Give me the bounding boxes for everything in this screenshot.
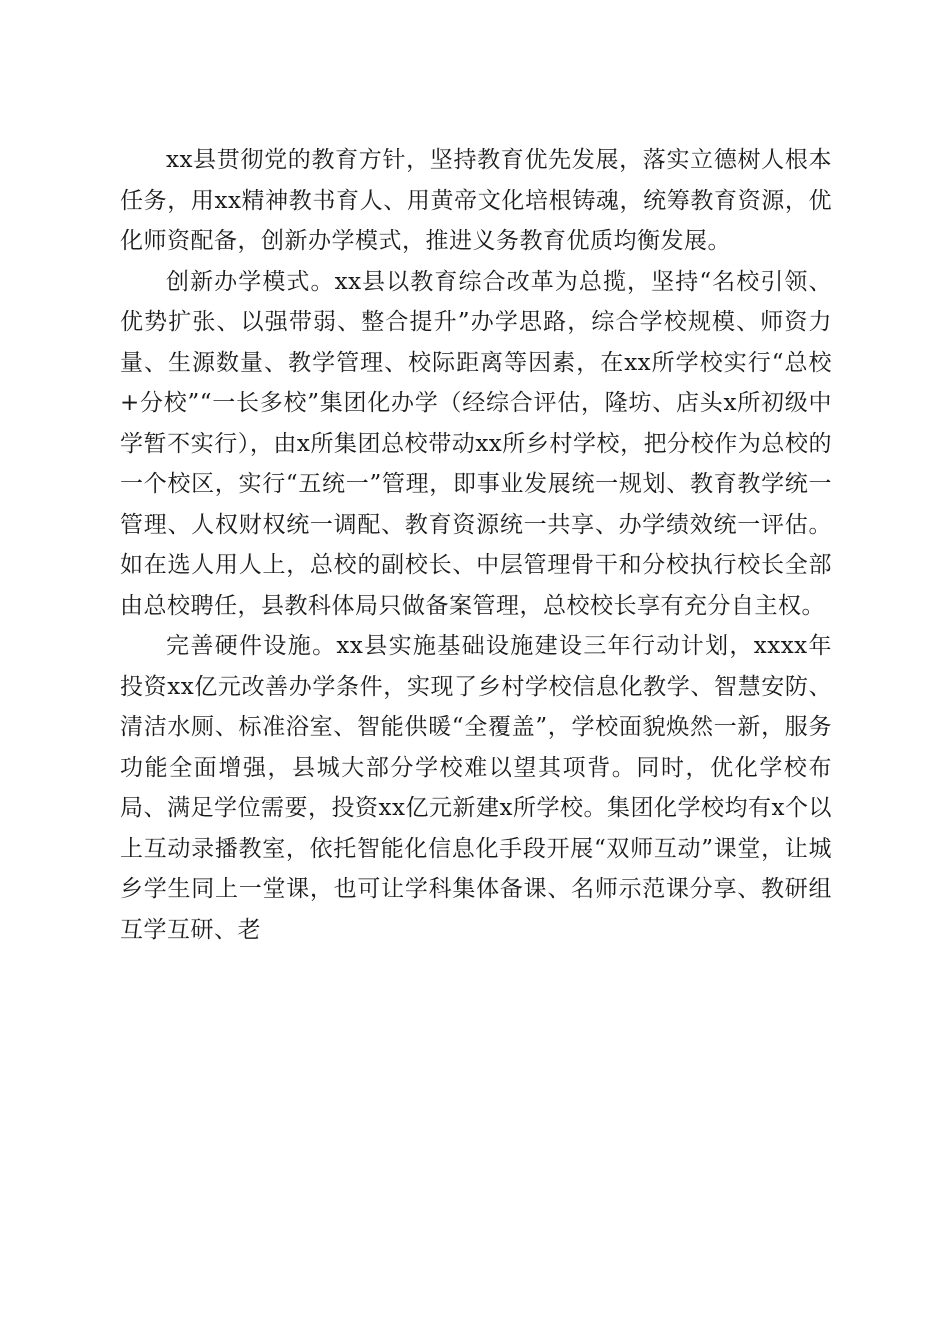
document-body: [120, 140, 832, 950]
paragraph-facilities: 完善硬件设施。xx县实施基础设施建设三年行动计划，xxxx年投资xx亿元改善办学条件，实现了乡村学校信息化教学、智慧安防、清洁水厕、标准浴室、智能供暖“全覆盖”，学校面貌焕然一新，服务功能全面增强，县城大部分学校难以望其项背。同时，优化学校布局、满足学位需要，投资xx亿元新建x所学校。集团化学校均有x个以上互动录播教室，依托智能化信息化手段开展“双师互动”课堂，让城乡学生同上一堂课，也可让学科集体备课、名师示范课分享、教研组互学互研、老: [120, 633, 832, 943]
paragraph-intro: xx县贯彻党的教育方针，坚持教育优先发展，落实立德树人根本任务，用xx精神教书育人、用黄帝文化培根铸魂，统筹教育资源，优化师资配备，创新办学模式，推进义务教育优质均衡发展。: [120, 147, 832, 254]
paragraph-school-model: 创新办学模式。xx县以教育综合改革为总揽，坚持“名校引领、优势扩张、以强带弱、整合提升”办学思路，综合学校规模、师资力量、生源数量、教学管理、校际距离等因素，在xx所学校实行“总校+分校”“一长多校”集团化办学（经综合评估，隆坊、店头x所初级中学暂不实行），由x所集团总校带动xx所乡村学校，把分校作为总校的一个校区，实行“五统一”管理，即事业发展统一规划、教育教学统一管理、人权财权统一调配、教育资源统一共享、办学绩效统一评估。如在选人用人上，总校的副校长、中层管理骨干和分校执行校长全部由总校聘任，县教科体局只做备案管理，总校校长享有充分自主权。: [120, 268, 832, 619]
